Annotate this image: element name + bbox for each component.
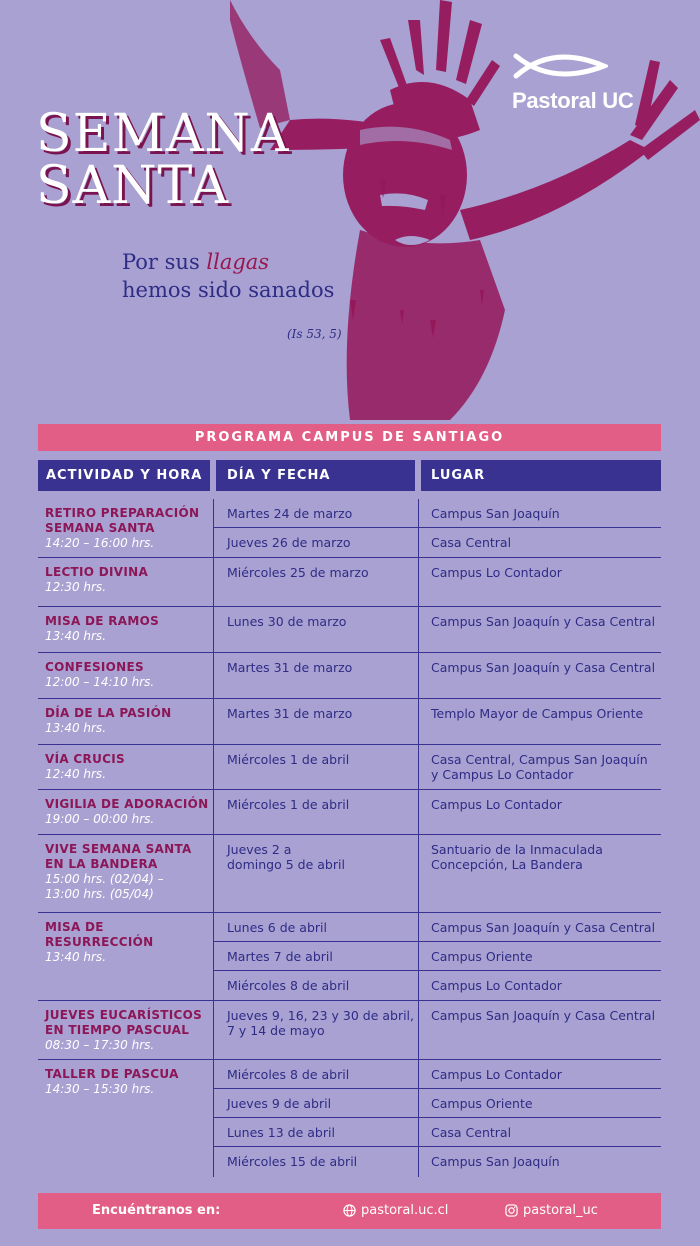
place-cell bbox=[431, 949, 661, 964]
activity-time: 13:40 hrs. bbox=[45, 721, 107, 735]
activity-time: 12:40 hrs. bbox=[45, 767, 107, 781]
place-text: Campus Lo Contador bbox=[431, 797, 562, 812]
place-text: Campus Lo Contador bbox=[431, 565, 562, 580]
place-cell bbox=[431, 978, 661, 993]
event-title bbox=[36, 104, 290, 216]
date-text: Miércoles 8 de abril bbox=[227, 978, 350, 993]
row-divider bbox=[213, 970, 661, 971]
footer-label: Encuéntranos en: bbox=[92, 1203, 221, 1218]
activity-cell bbox=[45, 1067, 210, 1097]
date-text: Miércoles 1 de abril bbox=[227, 752, 350, 767]
activity-name: EN LA BANDERA bbox=[45, 857, 158, 871]
place-cell bbox=[431, 1096, 661, 1111]
date-cell bbox=[227, 752, 415, 767]
activity-name: MISA DE RESURRECCIÓN bbox=[45, 920, 154, 949]
place-cell bbox=[431, 706, 661, 721]
row-divider bbox=[213, 1088, 661, 1089]
title-line-1: SEMANA bbox=[36, 104, 290, 164]
logo-text: Pastoral UC bbox=[512, 88, 634, 113]
date-cell bbox=[227, 506, 415, 521]
pastoral-uc-logo bbox=[512, 50, 662, 114]
place-text: Casa Central bbox=[431, 1125, 512, 1140]
place-text: Campus Oriente bbox=[431, 1096, 533, 1111]
place-cell bbox=[431, 797, 661, 812]
date-cell bbox=[227, 706, 415, 721]
date-cell bbox=[227, 1067, 415, 1082]
activity-time: 12:30 hrs. bbox=[45, 580, 107, 594]
activity-name: TALLER DE PASCUA bbox=[45, 1067, 179, 1081]
activity-time: 15:00 hrs. (02/04) – bbox=[45, 872, 164, 886]
activity-time: 13:40 hrs. bbox=[45, 629, 107, 643]
date-text: Jueves 2 a bbox=[227, 842, 292, 857]
place-text: Campus Lo Contador bbox=[431, 1067, 562, 1082]
place-cell bbox=[431, 535, 661, 550]
place-cell bbox=[431, 1154, 661, 1169]
column-divider bbox=[418, 499, 419, 1177]
date-text: 7 y 14 de mayo bbox=[227, 1023, 325, 1038]
date-cell bbox=[227, 614, 415, 629]
row-divider bbox=[38, 606, 661, 607]
activity-name: VIGILIA DE ADORACIÓN bbox=[45, 797, 209, 811]
activity-cell bbox=[45, 797, 210, 827]
activity-name: VÍA CRUCIS bbox=[45, 752, 125, 766]
place-cell bbox=[431, 920, 661, 935]
title-line-2: SANTA bbox=[36, 156, 230, 216]
instagram-text: pastoral_uc bbox=[523, 1203, 598, 1218]
activity-cell bbox=[45, 842, 210, 902]
place-cell bbox=[431, 614, 661, 629]
place-text: Campus San Joaquín y Casa Central bbox=[431, 614, 656, 629]
activity-time: 13:00 hrs. (05/04) bbox=[45, 887, 154, 901]
activity-cell bbox=[45, 506, 210, 551]
bible-verse bbox=[122, 248, 334, 304]
place-cell bbox=[431, 506, 661, 521]
row-divider bbox=[213, 1146, 661, 1147]
activity-name: LECTIO DIVINA bbox=[45, 565, 149, 579]
place-text: Templo Mayor de Campus Oriente bbox=[431, 706, 644, 721]
column-header-place: LUGAR bbox=[421, 460, 661, 491]
place-text: Concepción, La Bandera bbox=[431, 857, 583, 872]
globe-icon bbox=[343, 1204, 356, 1217]
date-text: Martes 7 de abril bbox=[227, 949, 333, 964]
date-text: Miércoles 1 de abril bbox=[227, 797, 350, 812]
date-text: Martes 31 de marzo bbox=[227, 706, 353, 721]
row-divider bbox=[38, 557, 661, 558]
date-text: Jueves 9 de abril bbox=[227, 1096, 332, 1111]
date-text: Martes 31 de marzo bbox=[227, 660, 353, 675]
place-text: Campus San Joaquín bbox=[431, 506, 560, 521]
activity-cell bbox=[45, 660, 210, 690]
date-text: Lunes 6 de abril bbox=[227, 920, 327, 935]
column-header-activity: ACTIVIDAD Y HORA bbox=[38, 460, 210, 491]
place-text: Campus Lo Contador bbox=[431, 978, 562, 993]
row-divider bbox=[38, 1059, 661, 1060]
row-divider bbox=[38, 744, 661, 745]
date-cell bbox=[227, 535, 415, 550]
date-cell bbox=[227, 842, 415, 872]
verse-highlight: llagas bbox=[206, 250, 270, 274]
date-text: Martes 24 de marzo bbox=[227, 506, 353, 521]
date-text: Lunes 30 de marzo bbox=[227, 614, 347, 629]
activity-cell bbox=[45, 1008, 210, 1053]
date-cell bbox=[227, 660, 415, 675]
row-divider bbox=[213, 527, 661, 528]
activity-cell bbox=[45, 920, 210, 965]
activity-cell bbox=[45, 614, 210, 644]
instagram-icon bbox=[505, 1204, 518, 1217]
column-divider bbox=[213, 499, 214, 1177]
place-text: Santuario de la Inmaculada bbox=[431, 842, 603, 857]
place-cell bbox=[431, 842, 661, 872]
place-cell bbox=[431, 660, 661, 675]
date-text: Jueves 26 de marzo bbox=[227, 535, 351, 550]
activity-time: 08:30 – 17:30 hrs. bbox=[45, 1038, 155, 1052]
row-divider bbox=[38, 698, 661, 699]
place-cell bbox=[431, 752, 661, 782]
date-text: Lunes 13 de abril bbox=[227, 1125, 335, 1140]
activity-name: EN TIEMPO PASCUAL bbox=[45, 1023, 190, 1037]
activity-name: CONFESIONES bbox=[45, 660, 144, 674]
activity-name: SEMANA SANTA bbox=[45, 521, 155, 535]
place-cell bbox=[431, 1067, 661, 1082]
place-text: Casa Central, Campus San Joaquín bbox=[431, 752, 648, 767]
place-cell bbox=[431, 1008, 661, 1023]
date-cell bbox=[227, 565, 415, 580]
footer-bar bbox=[38, 1193, 661, 1229]
column-header-date: DÍA Y FECHA bbox=[216, 460, 415, 491]
date-text: domingo 5 de abril bbox=[227, 857, 345, 872]
date-text: Miércoles 25 de marzo bbox=[227, 565, 369, 580]
place-text: y Campus Lo Contador bbox=[431, 767, 574, 782]
activity-time: 13:40 hrs. bbox=[45, 950, 107, 964]
fish-icon bbox=[512, 50, 608, 82]
date-cell bbox=[227, 1125, 415, 1140]
activity-time: 19:00 – 00:00 hrs. bbox=[45, 812, 155, 826]
activity-name: DÍA DE LA PASIÓN bbox=[45, 706, 172, 720]
verse-reference: (Is 53, 5) bbox=[287, 327, 342, 341]
place-text: Casa Central bbox=[431, 535, 512, 550]
date-cell bbox=[227, 920, 415, 935]
activity-name: VIVE SEMANA SANTA bbox=[45, 842, 192, 856]
verse-prefix: Por sus bbox=[122, 250, 207, 274]
activity-cell bbox=[45, 706, 210, 736]
activity-name: RETIRO PREPARACIÓN bbox=[45, 506, 200, 520]
row-divider bbox=[38, 652, 661, 653]
activity-cell bbox=[45, 565, 210, 595]
activity-time: 14:20 – 16:00 hrs. bbox=[45, 536, 155, 550]
row-divider bbox=[213, 941, 661, 942]
row-divider bbox=[38, 912, 661, 913]
date-cell bbox=[227, 1154, 415, 1169]
place-text: Campus San Joaquín y Casa Central bbox=[431, 920, 656, 935]
verse-line-2: hemos sido sanados bbox=[122, 278, 335, 302]
place-text: Campus San Joaquín y Casa Central bbox=[431, 660, 656, 675]
place-cell bbox=[431, 1125, 661, 1140]
activity-name: JUEVES EUCARÍSTICOS bbox=[45, 1008, 203, 1022]
row-divider bbox=[38, 789, 661, 790]
activity-cell bbox=[45, 752, 210, 782]
date-text: Miércoles 8 de abril bbox=[227, 1067, 350, 1082]
date-cell bbox=[227, 1096, 415, 1111]
place-text: Campus Oriente bbox=[431, 949, 533, 964]
website-text: pastoral.uc.cl bbox=[361, 1203, 449, 1218]
activity-time: 14:30 – 15:30 hrs. bbox=[45, 1082, 155, 1096]
date-text: Jueves 9, 16, 23 y 30 de abril, bbox=[227, 1008, 415, 1023]
program-title-bar: PROGRAMA CAMPUS DE SANTIAGO bbox=[38, 424, 661, 451]
date-cell bbox=[227, 949, 415, 964]
date-cell bbox=[227, 797, 415, 812]
date-cell bbox=[227, 1008, 415, 1038]
place-text: Campus San Joaquín bbox=[431, 1154, 560, 1169]
place-cell bbox=[431, 565, 661, 580]
date-cell bbox=[227, 978, 415, 993]
row-divider bbox=[213, 1117, 661, 1118]
activity-name: MISA DE RAMOS bbox=[45, 614, 160, 628]
place-text: Campus San Joaquín y Casa Central bbox=[431, 1008, 656, 1023]
row-divider bbox=[38, 1000, 661, 1001]
activity-time: 12:00 – 14:10 hrs. bbox=[45, 675, 155, 689]
instagram-link[interactable] bbox=[505, 1193, 598, 1229]
row-divider bbox=[38, 834, 661, 835]
website-link[interactable] bbox=[343, 1193, 448, 1229]
date-text: Miércoles 15 de abril bbox=[227, 1154, 358, 1169]
